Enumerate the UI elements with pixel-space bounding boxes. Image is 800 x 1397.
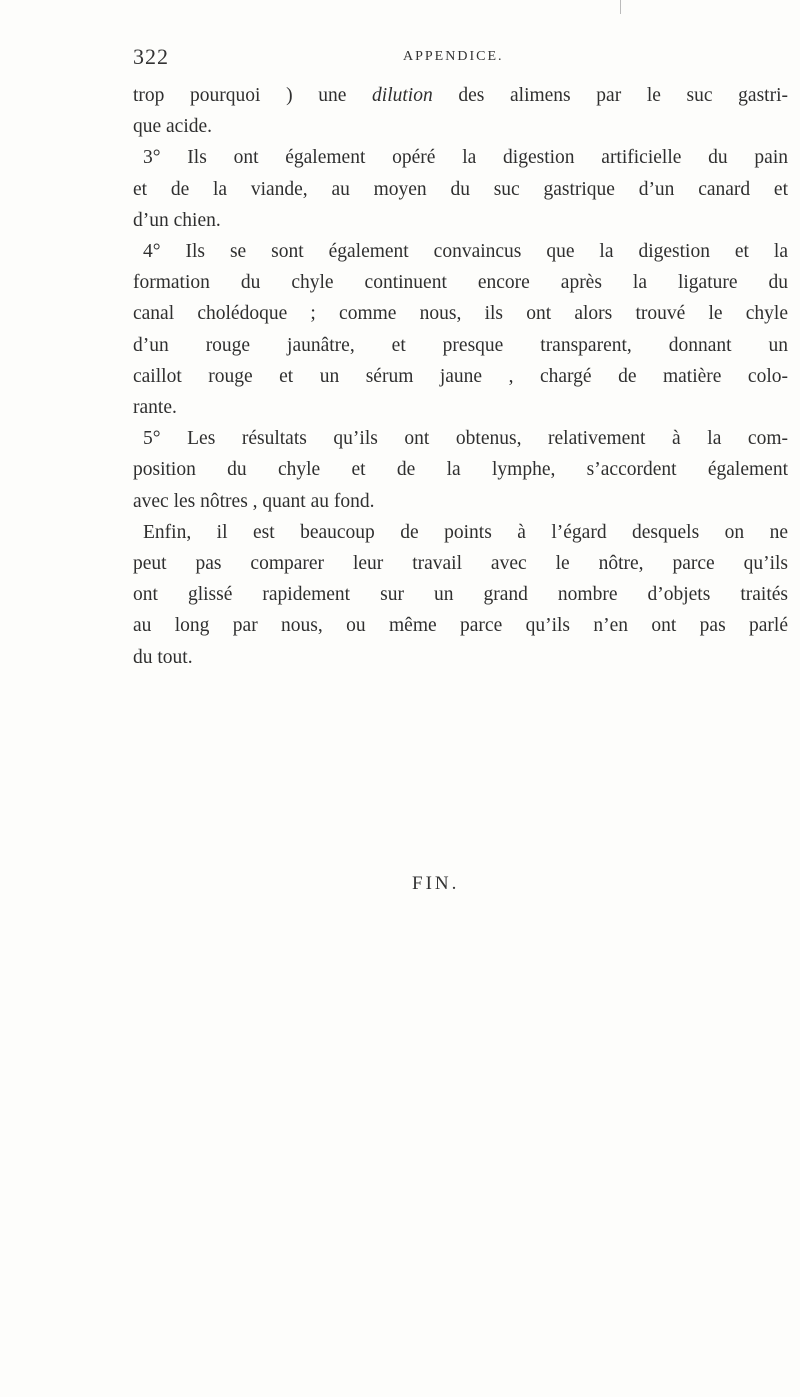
text-line: 4° Ils se sont également convaincus que la digestion et la [143,241,788,263]
text-line [133,80,788,111]
text-line: position du chyle et de la lymphe, s’accordent également [133,459,788,481]
running-head: APPENDICE. [403,49,504,64]
text-run: des alimens par le suc gastri- [432,85,788,106]
scan-artifact [620,0,621,14]
end-mark: FIN. [412,873,460,894]
text-line: peut pas comparer leur travail avec le nôtre, parce qu’ils [133,553,788,575]
paragraph-item-4 [133,236,788,423]
text-line: et de la viande, au moyen du suc gastrique d’un canard et [133,178,788,200]
page-number: 322 [133,44,169,69]
text-line: formation du chyle continuent encore après la ligature du [133,272,788,294]
text-line: 5° Les résultats qu’ils ont obtenus, relativement à la com- [143,428,788,450]
text-run: trop pourquoi ) une [133,85,373,106]
text-line: au long par nous, ou même parce qu’ils n’en ont pas parlé [133,615,788,637]
paragraph-item-5 [133,423,788,517]
paragraph-item-3 [133,142,788,236]
page-header [133,44,793,74]
text-line: avec les nôtres , quant au fond. [133,490,375,512]
paragraph-continuation [133,80,788,142]
text-line: d’un chien. [133,209,221,231]
paragraph-conclusion [133,517,788,673]
text-line: 3° Ils ont également opéré la digestion artificielle du pain [143,147,788,169]
text-line: que acide. [133,116,213,138]
text-line: rante. [133,397,177,419]
text-line: ont glissé rapidement sur un grand nombre d’objets traités [133,584,788,606]
text-line: canal cholédoque ; comme nous, ils ont alors trouvé le chyle [133,303,788,325]
text-line: Enfin, il est beaucoup de points à l’égard desquels on ne [143,521,788,543]
text-line: caillot rouge et un sérum jaune , chargé de matière colo- [133,365,788,387]
text-line: du tout. [133,646,193,668]
italic-term: dilution [372,85,433,106]
text-line: d’un rouge jaunâtre, et presque transparent, donnant un [133,334,788,356]
body-text [133,80,788,673]
